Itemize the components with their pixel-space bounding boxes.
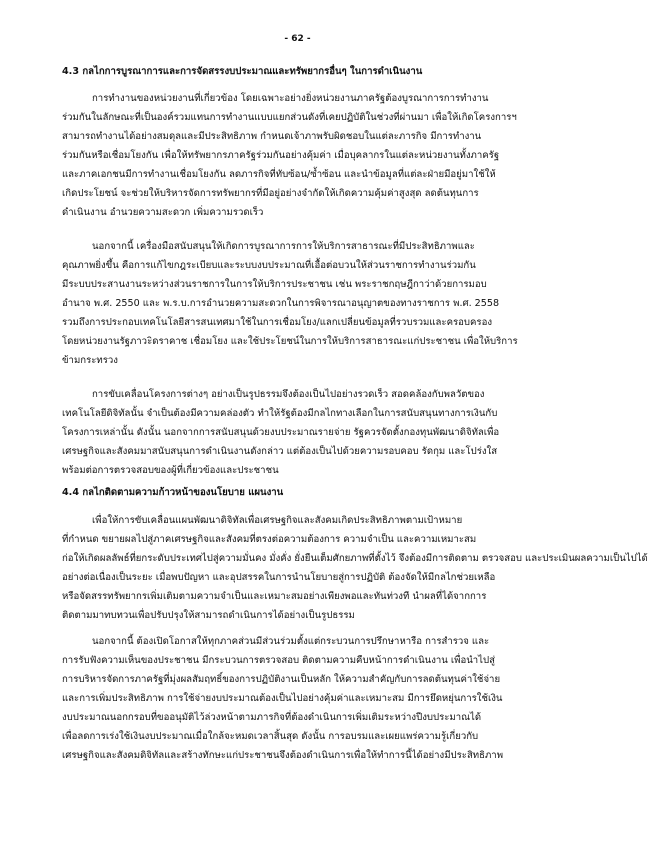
text-line: เพื่อลดการเร่งใช้เงินงบประมาณเมื่อใกล้จะหมดเวลาสิ้นสุด ดังนั้น การอบรมและเผยแพร่ความรู้เกี่ยวกับ <box>62 731 479 742</box>
text-line: มีระบบประสานงานระหว่างส่วนราชการในการให้บริการประชาชน เช่น พระราชกฤษฎีกาว่าด้วยการมอบ <box>62 279 487 290</box>
text-line: ข้ามกระทรวง <box>62 355 118 366</box>
text-line: โครงการเหล่านั้น ดังนั้น นอกจากการสนับสนุนด้วยงบประมาณรายจ่าย รัฐควรจัดตั้งกองทุนพัฒนาดิจิทัลเพื่อ <box>62 427 500 438</box>
text-line: เพื่อให้การขับเคลื่อนแผนพัฒนาดิจิทัลเพื่อเศรษฐกิจและสังคมเกิดประสิทธิภาพตามเป้าหมาย <box>92 515 463 526</box>
text-line: อย่างต่อเนื่องเป็นระยะ เมื่อพบปัญหา และอุปสรรคในการนำนโยบายสู่การปฏิบัติ ต้องจัดให้มีกลไกช่วยเหลือ <box>62 572 496 583</box>
text-line: ดำเนินงาน อำนวยความสะดวก เพิ่มความรวดเร็ว <box>62 207 264 218</box>
text-line: ก่อให้เกิดผลลัพธ์ที่ยกระดับประเทศไปสู่ความมั่นคง มั่งคั่ง ยั่งยืนเต็มศักยภาพที่ตั้งไว้ จึงต้องมีการติดตาม ตรวจสอบ และประเมินผลความเป็นไปได้ <box>62 553 648 564</box>
text-line: คุณภาพยิ่งขึ้น คือการแก้ไขกฎระเบียบและระบบงบประมาณที่เอื้อต่อบวนให้ส่วนราชการทำงานร่วมกัน <box>62 260 476 271</box>
text-line: ร่วมกันหรือเชื่อมโยงกัน เพื่อให้ทรัพยากรภาครัฐร่วมกันอย่างคุ้มค่า เมื่อบุคลากรในแต่ละหน่วยงานทั้งภาครัฐ <box>62 150 500 161</box>
text-line: นอกจากนี้ เครื่องมือสนับสนุนให้เกิดการบูรณาการการให้บริการสาธารณะที่มีประสิทธิภาพและ <box>92 241 475 252</box>
text-line: ที่กำหนด ขยายผลไปสู่ภาคเศรษฐกิจและสังคมที่ตรงต่อความต้องการ ความจำเป็น และความเหมาะสม <box>62 534 477 545</box>
page-number: - 62 - <box>284 34 311 44</box>
text-line: เกิดประโยชน์ จะช่วยให้บริหารจัดการทรัพยากรที่มีอยู่อย่างจำกัดให้เกิดความคุ้มค่าสูงสุด ลดต้นทุนการ <box>62 188 479 199</box>
text-line: อำนาจ พ.ศ. 2550 และ พ.ร.บ.การอำนวยความสะดวกในการพิจารณาอนุญาตของทางราชการ พ.ศ. 2558 <box>62 298 500 309</box>
text-line: เศรษฐกิจและสังคมมาสนับสนุนการดำเนินงานดังกล่าว แต่ต้องเป็นไปด้วยความรอบคอบ รัดกุม และโปร่งใส <box>62 446 498 457</box>
text-line: การบริหารจัดการภาครัฐที่มุ่งผลสัมฤทธิ์ของการปฏิบัติงานเป็นหลัก ให้ความสำคัญกับการลดต้นทุนค่าใช้จ่าย <box>62 674 501 685</box>
text-line: สามารถทำงานได้อย่างสมดุลและมีประสิทธิภาพ กำหนดเจ้าภาพรับผิดชอบในแต่ละภารกิจ มีการทำงาน <box>62 131 482 142</box>
text-line: ร่วมกันในลักษณะที่เป็นองค์รวมแทนการทำงานแบบแยกส่วนดังที่เคยปฏิบัติในช่วงที่ผ่านมา เพื่อให้เกิดโครงการฯ <box>62 112 517 123</box>
text-line: เศรษฐกิจและสังคมดิจิทัลและสร้างทักษะแก่ประชาชนจึงต้องดำเนินการเพื่อให้ทำการนี้ได้อย่างมีประสิทธิภาพ <box>62 750 504 761</box>
section-heading-4-3: 4.3 กลไกการบูรณาการและการจัดสรรงบประมาณและทรัพยากรอื่นๆ ในการดำเนินงาน <box>62 66 423 77</box>
text-line: ติดตามมาทบทวนเพื่อปรับปรุงให้สามารถดำเนินการได้อย่างเป็นรูปธรรม <box>62 610 355 621</box>
text-line: นอกจากนี้ ต้องเปิดโอกาสให้ทุกภาคส่วนมีส่วนร่วมตั้งแต่กระบวนการปรึกษาหารือ การสำรวจ และ <box>92 636 490 647</box>
text-line: โดยหน่วยงานรัฐภาวะิดราคาช เชื่อมโยง และใช้ประโยชน์ในการให้บริการสาธารณะแก่ประชาชน เพื่อให้บริการ <box>62 336 518 347</box>
text-line: และการเพิ่มประสิทธิภาพ การใช้จ่ายงบประมาณต้องเป็นไปอย่างคุ้มค่าและเหมาะสม มีการยึดหยุ่นการใช้เงิน <box>62 693 503 704</box>
text-line: การขับเคลื่อนโครงการต่างๆ อย่างเป็นรูปธรรมจึงต้องเป็นไปอย่างรวดเร็ว สอดคล้องกับพลวัตของ <box>92 389 485 400</box>
text-line: พร้อมต่อการตรวจสอบของผู้ที่เกี่ยวข้องและประชาชน <box>62 465 279 476</box>
text-line: เทคโนโลยีดิจิทัลนั้น จำเป็นต้องมีความคล่องตัว ทำให้รัฐต้องมีกลไกทางเลือกในการสนับสนุนทางการเงินกับ <box>62 408 498 419</box>
section-heading-4-4: 4.4 กลไกติดตามความก้าวหน้าของนโยบาย แผนงาน <box>62 487 284 498</box>
text-line: งบประมาณนอกกรอบที่ขออนุมัติไว้ล่วงหน้าตามภารกิจที่ต้องดำเนินการเพิ่มเติมระหว่างปีงบประมาณได้ <box>62 712 482 723</box>
text-line: การทำงานของหน่วยงานที่เกี่ยวข้อง โดยเฉพาะอย่างยิ่งหน่วยงานภาครัฐต้องบูรณาการการทำงาน <box>92 93 489 104</box>
text-line: รวมถึงการประกอบเทคโนโลยีสารสนเทศมาใช้ในการเชื่อมโยง/แลกเปลี่ยนข้อมูลที่รวบรวมและครอบครอง <box>62 317 493 328</box>
text-line: และภาคเอกชนมีการทำงานเชื่อมโยงกัน ลดภารกิจที่ทับซ้อน/ซ้ำซ้อน และนำข้อมูลที่แต่ละฝ่ายมีอยู่มาใช้ให้ <box>62 169 496 180</box>
text-line: การรับฟังความเห็นของประชาชน มีกระบวนการตรวจสอบ ติดตามความคืบหน้าการดำเนินงาน เพื่อนำไปสู่ <box>62 655 495 666</box>
text-line: หรือจัดสรรทรัพยากรเพิ่มเติมตามความจำเป็นและเหมาะสมอย่างเพียงพอและทันท่วงที นำผลที่ได้จากการ <box>62 591 487 602</box>
